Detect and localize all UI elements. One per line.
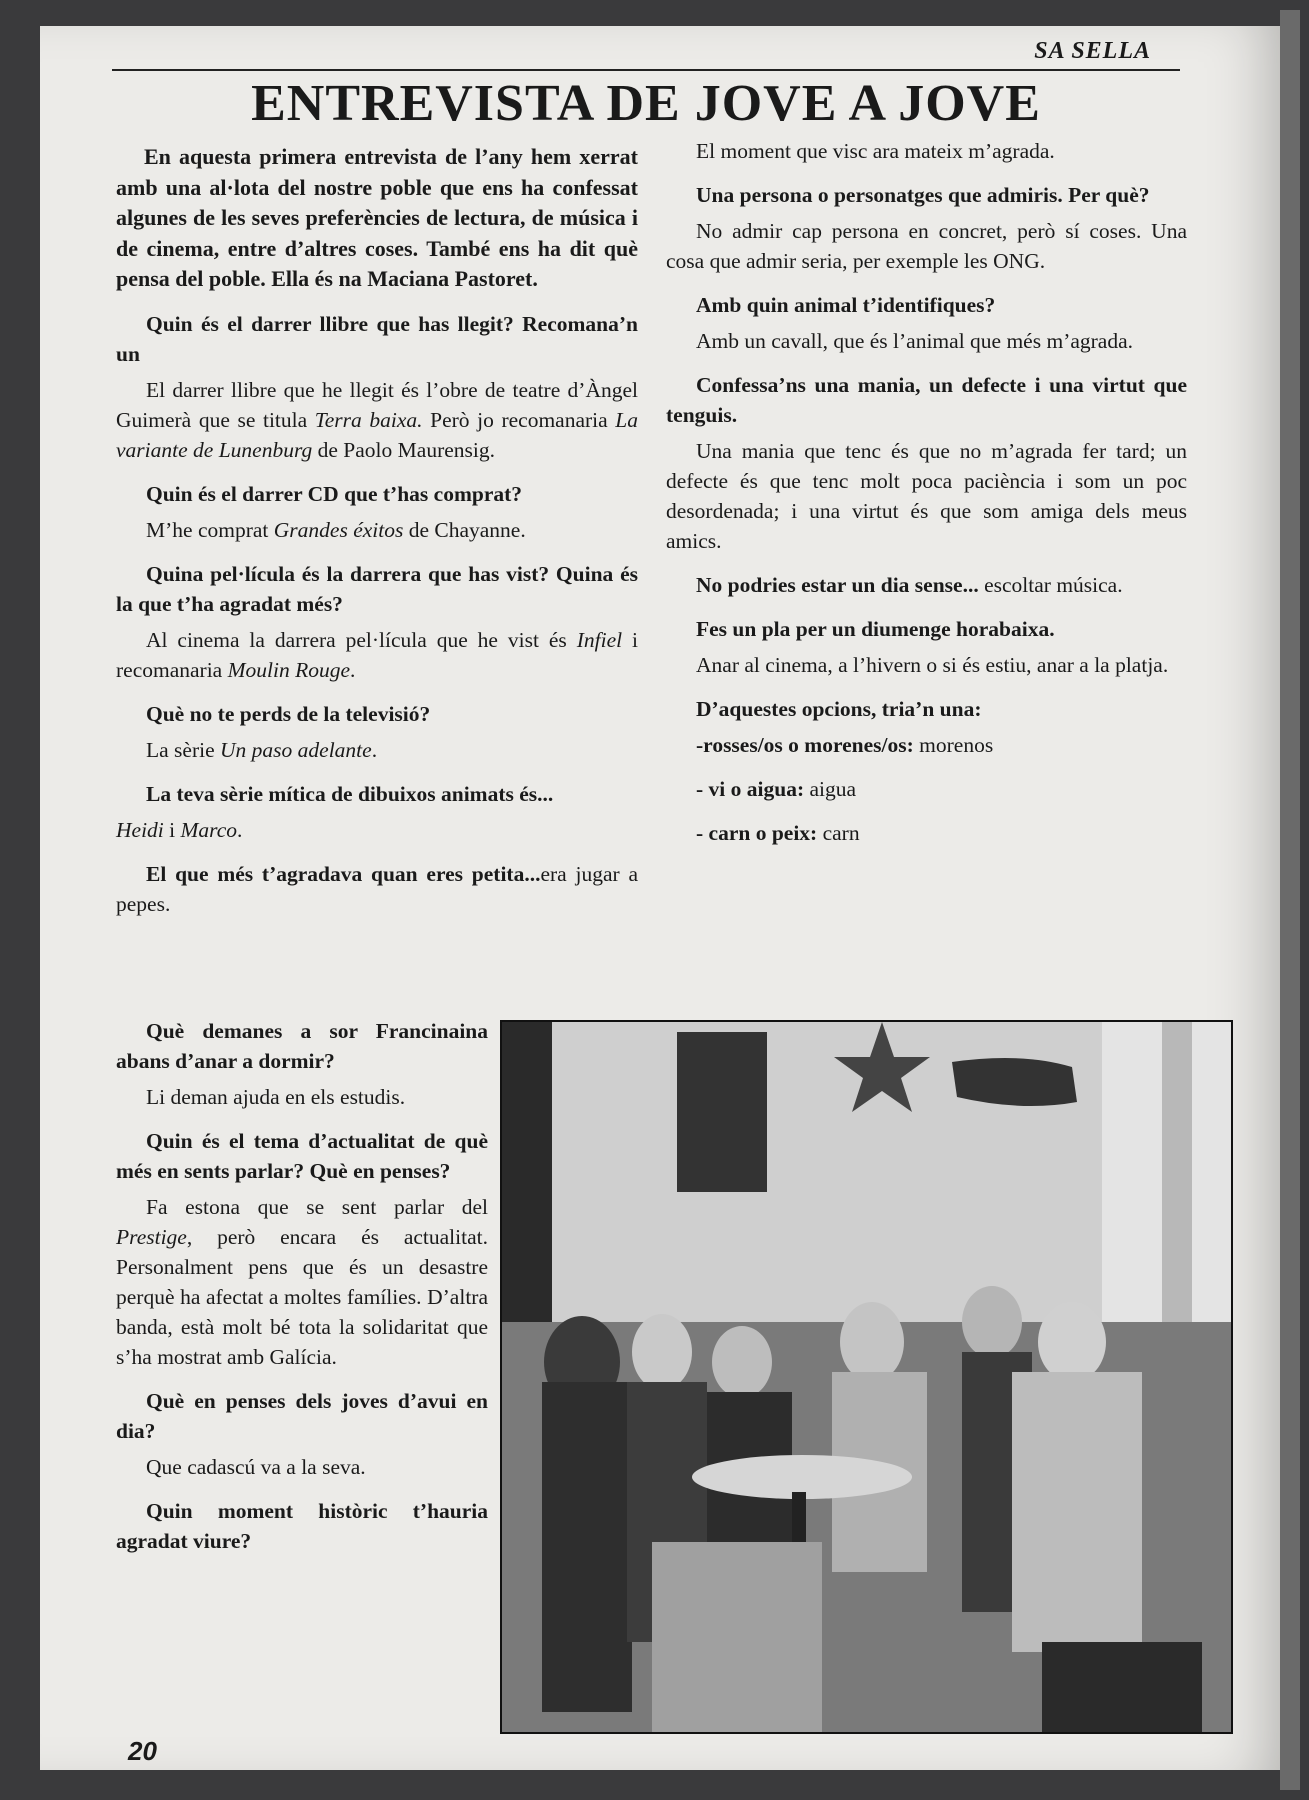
question-9: Què en penses dels joves d’avui en dia? [116,1389,488,1443]
answer-4: La sèrie Un paso adelante. [146,737,378,762]
right-column [666,136,1187,862]
question-12: Amb quin animal t’identifiques? [696,293,996,317]
answer-9: Que cadascú va a la seva. [146,1455,366,1479]
question-16: D’aquestes opcions, tria’n una: [696,697,982,721]
question-13: Confessa’ns una mania, un defecte i una virtut que tenguis. [666,373,1187,427]
answer-11: No admir cap persona en concret, però sí coses. Una cosa que admir seria, per exemple les ONG. [666,219,1187,273]
question-11: Una persona o personatges que admiris. Per què? [696,183,1150,207]
header-rule [112,69,1180,71]
question-4: Què no te perds de la televisió? [146,701,431,726]
answer-3: Al cinema la darrera pel·lícula que he vist és Infiel i recomanaria Moulin Rouge. [116,627,638,682]
answer-1: El darrer llibre que he llegit és l’obre de teatre d’Àngel Guimerà que se titula Terra baixa. Però jo recomanaria La variante de Lunenburg de Paolo Maurensig. [116,377,639,462]
question-1: Quin és el darrer llibre que has llegit? Recomana’n un [116,311,638,366]
option-2: - vi o aigua: aigua [696,777,857,801]
answer-8: Fa estona que se sent parlar del Prestige, però encara és actualitat. Personalment pens que és un desastre perquè ha afectat a moltes famílies. D’altra banda, està molt bé tota la solidaritat que s’ha mostrat amb Galícia. [116,1195,488,1369]
answer-15: Anar al cinema, a l’hivern o si és estiu, anar a la platja. [696,653,1169,677]
answer-14: escoltar música. [978,573,1123,597]
question-14: No podries estar un dia sense... [696,573,979,597]
question-2: Quin és el darrer CD que t’has comprat? [146,481,523,506]
question-6: El que més t’agradava quan eres petita... [146,861,541,886]
answer-2: M’he comprat Grandes éxitos de Chayanne. [146,517,526,542]
intro-paragraph: En aquesta primera entrevista de l’any hem xerrat amb una al·lota del nostre poble que ens ha confessat algunes de les seves preferències de lectura, de música i de cinema, entre d’altres coses. També ens ha dit què pensa del poble. Ella és na Maciana Pastoret. [116,144,638,291]
question-8: Quin és el tema d’actualitat de què més en sents parlar? Què en penses? [116,1129,488,1183]
option-3: - carn o peix: carn [696,821,860,845]
answer-12: Amb un cavall, que és l’animal que més m’agrada. [696,329,1134,353]
question-7: Què demanes a sor Francinaina abans d’anar a dormir? [116,1019,488,1073]
answer-10: El moment que visc ara mateix m’agrada. [696,139,1055,163]
question-answer-6 [116,859,638,919]
option-1: -rosses/os o morenes/os: morenos [696,733,994,757]
page-number: 20 [128,1736,157,1766]
question-3: Quina pel·lícula és la darrera que has vist? Quina és la que t’ha agradat més? [116,561,638,616]
group-photo [500,1020,1233,1734]
group-photo-illustration [502,1022,1231,1732]
page-edge [1280,10,1300,1790]
narrow-column [116,1016,488,1562]
left-column [116,142,638,933]
question-10: Quin moment històric t’hauria agradat viure? [116,1499,488,1553]
running-head: SA SELLA [1034,38,1151,64]
answer-7: Li deman ajuda en els estudis. [146,1085,406,1109]
answer-6: era jugar a pepes. [116,861,639,916]
question-5: La teva sèrie mítica de dibuixos animats és... [146,781,554,806]
article-title: ENTREVISTA DE JOVE A JOVE [251,75,1041,132]
answer-13: Una mania que tenc és que no m’agrada fer tard; un defecte és que tenc molt poca paciència i som un poc desordenada; i una virtut és que som amiga dels meus amics. [666,439,1187,553]
magazine-page [40,26,1280,1770]
question-answer-14 [666,570,1187,600]
answer-5: Heidi i Marco. [116,817,243,842]
question-15: Fes un pla per un diumenge horabaixa. [696,617,1055,641]
